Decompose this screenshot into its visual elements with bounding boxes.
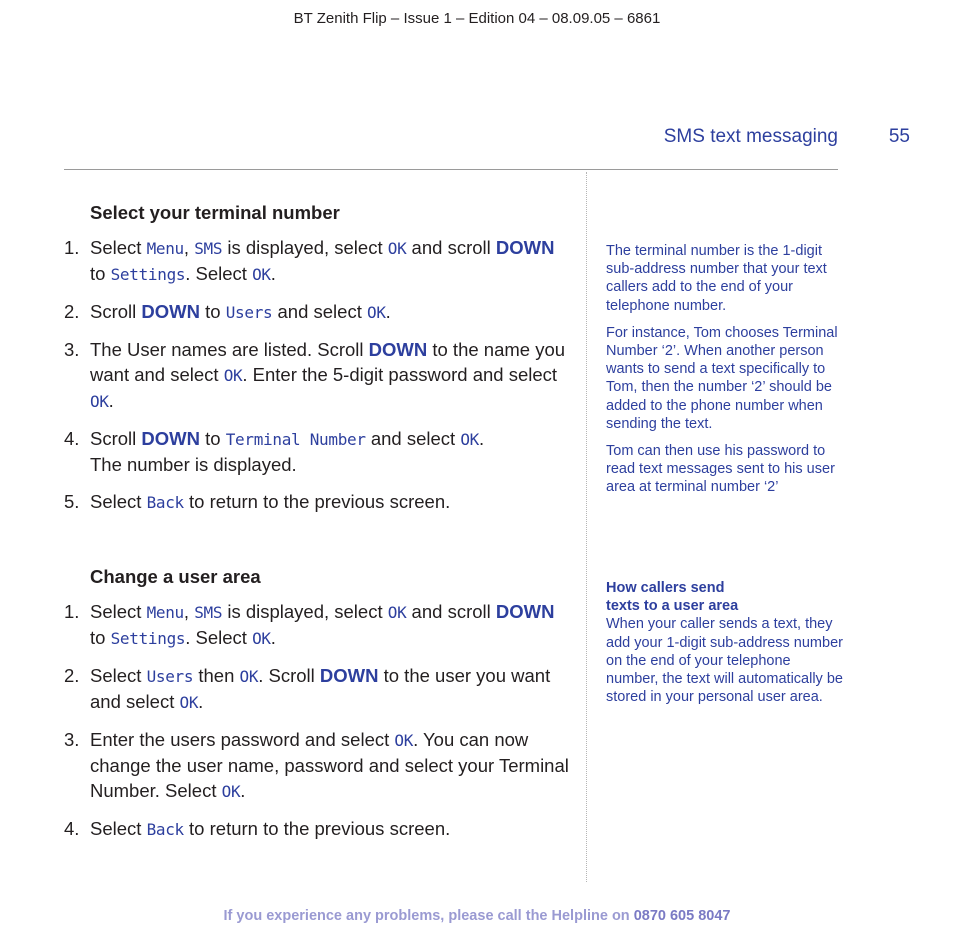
user-area-tip (606, 579, 846, 706)
key-down: DOWN (495, 237, 555, 258)
lcd-ok: OK (394, 731, 414, 750)
step-text: Scroll DOWN to Terminal Number and select OK. The number is displayed. (90, 428, 485, 475)
lcd-ok: OK (387, 239, 407, 258)
step-text: Enter the users password and select OK. You can now change the user name, password and select your Terminal Number. Select OK. (90, 729, 569, 801)
instruction-step (64, 299, 574, 325)
tip-body: When your caller sends a text, they add your 1-digit sub-address number on the end of your telephone number, the text will automatically be stored in your personal user area. (606, 616, 843, 706)
lcd-ok: OK (90, 392, 109, 411)
key-down: DOWN (368, 339, 428, 360)
step-number: 4. (64, 428, 80, 449)
step-text: Select Menu, SMS is displayed, select OK and scroll DOWN to Settings. Select OK. (90, 601, 555, 648)
key-down: DOWN (495, 601, 555, 622)
step-text: Select Back to return to the previous screen. (90, 491, 451, 512)
lcd-users: Users (146, 667, 194, 686)
sidebar-note: The terminal number is the 1-digit sub-address number that your text callers add to the end of your telephone number. (606, 243, 827, 314)
lcd-ok: OK (221, 782, 241, 801)
step-number: 3. (64, 339, 80, 360)
column-divider (586, 172, 587, 882)
lcd-back: Back (146, 820, 184, 839)
sidebar-note: For instance, Tom chooses Terminal Number ‘2’. When another person wants to send a text specifically to Tom, then the number ‘2’ should be added to the phone number when sending the text. (606, 324, 838, 432)
step-number: 1. (64, 601, 80, 622)
document-info: BT Zenith Flip – Issue 1 – Edition 04 – 08.09.05 – 6861 (293, 10, 661, 27)
step-text: Select Back to return to the previous screen. (90, 818, 451, 839)
terminal-number-notes (606, 242, 846, 506)
step-number: 5. (64, 491, 80, 512)
step-text: Scroll DOWN to Users and select OK. (90, 301, 391, 322)
change-user-area-steps (64, 599, 574, 842)
lcd-sms: SMS (194, 603, 223, 622)
instruction-step (64, 599, 574, 651)
step-number: 3. (64, 729, 80, 750)
step-number: 1. (64, 237, 80, 258)
instruction-step (64, 426, 574, 477)
step-number: 2. (64, 301, 80, 322)
select-terminal-steps (64, 235, 574, 515)
header-rule (64, 169, 838, 170)
instruction-step (64, 727, 574, 804)
instruction-step (64, 663, 574, 715)
lcd-ok: OK (460, 430, 479, 449)
lcd-ok: OK (239, 667, 259, 686)
instruction-step (64, 816, 574, 842)
instruction-step (64, 235, 574, 287)
key-down: DOWN (141, 428, 200, 449)
lcd-ok: OK (223, 366, 243, 385)
lcd-settings: Settings (110, 629, 186, 648)
step-note: The number is displayed. (90, 454, 297, 475)
main-column (64, 200, 574, 854)
lcd-ok: OK (367, 303, 386, 322)
instruction-step (64, 489, 574, 515)
key-down: DOWN (141, 301, 200, 322)
section-title: SMS text messaging (663, 126, 838, 147)
lcd-menu: Menu (146, 239, 184, 258)
helpline-phone: 0870 605 8047 (633, 908, 731, 924)
page-number: 55 (888, 126, 910, 147)
lcd-ok: OK (252, 629, 271, 648)
lcd-back: Back (146, 493, 184, 512)
select-terminal-number-heading: Select your terminal number (90, 202, 340, 223)
lcd-ok: OK (179, 693, 199, 712)
step-number: 2. (64, 665, 80, 686)
step-text: Select Users then OK. Scroll DOWN to the user you want and select OK. (90, 665, 551, 712)
lcd-terminal-number: Terminal Number (225, 430, 366, 449)
change-user-area-heading: Change a user area (90, 566, 261, 587)
key-down: DOWN (319, 665, 379, 686)
step-text: The User names are listed. Scroll DOWN to the name you want and select OK. Enter the 5-digit password and select OK. (90, 339, 566, 411)
helpline-footer: If you experience any problems, please call the Helpline on 0870 605 8047 (223, 908, 731, 924)
step-text: Select Menu, SMS is displayed, select OK and scroll DOWN to Settings. Select OK. (90, 237, 555, 284)
tip-heading: How callers send texts to a user area (606, 580, 739, 615)
lcd-users: Users (225, 303, 273, 322)
sidebar-note: Tom can then use his password to read text messages sent to his user area at terminal number ‘2’ (606, 443, 835, 496)
lcd-menu: Menu (146, 603, 184, 622)
instruction-step (64, 337, 574, 414)
lcd-ok: OK (387, 603, 407, 622)
lcd-sms: SMS (194, 239, 223, 258)
lcd-settings: Settings (110, 265, 186, 284)
step-number: 4. (64, 818, 80, 839)
lcd-ok: OK (252, 265, 271, 284)
